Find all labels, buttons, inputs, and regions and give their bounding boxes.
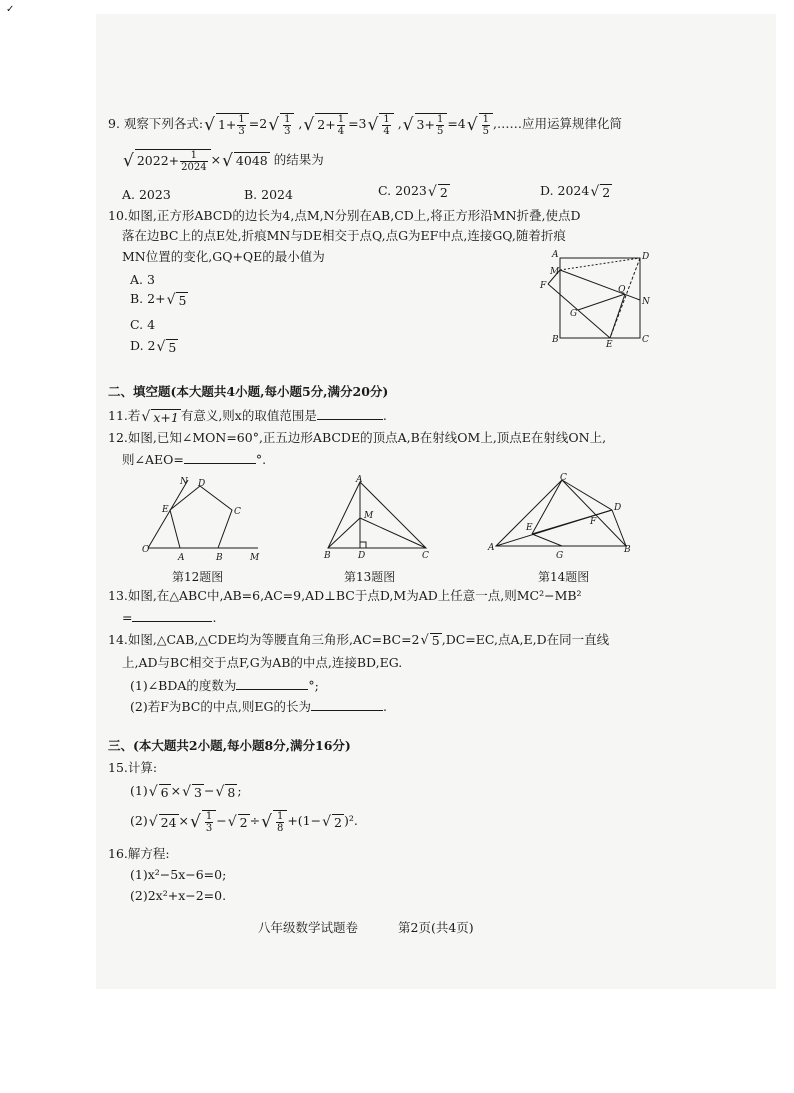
q12-figure: [140, 474, 270, 564]
line-eg: [532, 534, 562, 546]
q15-sub1-end: ;: [237, 783, 242, 798]
q10-number: 10.: [108, 208, 128, 223]
frac-den: 8: [276, 822, 284, 834]
q9-line2-root: [135, 149, 211, 173]
label-f: F: [590, 517, 597, 527]
label-b: B: [324, 551, 331, 561]
q12-line2-post: °.: [255, 452, 267, 467]
q14-line2: 上,AD与BC相交于点F,G为AB的中点,连接BD,EG.: [122, 655, 403, 670]
q10-line1: [108, 208, 581, 224]
label-e: E: [162, 505, 169, 515]
line-bd: [612, 510, 626, 546]
sqrt-sign: √: [148, 783, 158, 800]
q15-sub2-f1-root: [202, 810, 216, 834]
frac-num: 1: [205, 810, 213, 822]
label-a: A: [552, 250, 559, 260]
q10-option-b: [130, 291, 188, 308]
label-c: C: [234, 507, 241, 517]
label-n: N: [642, 297, 650, 307]
q9-expr3-frac: [436, 114, 444, 137]
q9-expr1-rhs-frac: [283, 114, 291, 137]
q9-option-c-text: C. 2023: [378, 183, 427, 198]
q10-option-d-root: 5: [168, 339, 177, 355]
q14-figure: [486, 472, 636, 564]
times-sign: ×: [170, 783, 182, 798]
q14-sub2: [130, 698, 387, 715]
q13-figure: [318, 474, 438, 564]
q9-expr2-rhs: =3: [348, 116, 367, 131]
q11-answer-blank[interactable]: [317, 407, 383, 420]
q14-sub1-pre: (1)∠BDA的度数为: [130, 678, 237, 693]
q9-tail: ,……应用运算规律化简: [492, 116, 622, 131]
q14-number: 14.: [108, 632, 128, 647]
frac-num: 1: [276, 810, 284, 822]
frac-den: 2024: [181, 161, 207, 173]
frac-den: 5: [436, 125, 444, 137]
sqrt-sign: √: [427, 183, 437, 200]
sqrt-sign: √: [156, 338, 166, 355]
q10-option-a: A. 3: [130, 272, 155, 287]
q13-line1-text: 如图,在△ABC中,AB=6,AC=9,AD⊥BC于点D,M为AD上任意一点,则MC²−MB²: [127, 588, 582, 603]
frac-den: 3: [238, 125, 245, 137]
label-d: D: [198, 479, 206, 489]
q9-line2-frac: [180, 150, 207, 173]
q10-figure: [530, 248, 660, 348]
q9-expr2: [315, 113, 348, 137]
q14-line1-post: ,DC=EC,点A,E,D在同一直线: [441, 632, 610, 647]
triangle-cab: [496, 480, 626, 546]
frac-num: 1: [436, 113, 444, 125]
label-c: C: [560, 473, 567, 483]
q9-expr3-rhs-root: [479, 113, 493, 137]
q13-line2-post: .: [212, 610, 217, 625]
sqrt-sign: √: [182, 783, 191, 800]
square-abcd: [560, 258, 640, 338]
q15-sub2-r2: 2: [239, 814, 248, 830]
label-e: E: [526, 523, 533, 533]
q15-sub2: [130, 806, 358, 837]
fold-line-fe: [548, 284, 610, 338]
q13-answer-blank[interactable]: [132, 609, 212, 622]
sqrt-sign: √: [268, 114, 280, 135]
label-a: A: [356, 475, 363, 485]
label-n: N: [180, 477, 188, 487]
q14-line1-pre: 如图,△CAB,△CDE均为等腰直角三角形,AC=BC=2: [127, 632, 420, 647]
line-ed: [532, 510, 612, 534]
q14-sub1-blank[interactable]: [236, 677, 308, 690]
section3-title: 三、(本大题共2小题,每小题8分,满分16分): [108, 738, 351, 753]
label-f: F: [540, 281, 547, 291]
q13-line1: [108, 588, 582, 604]
footer-page: 第2页(共4页): [398, 920, 474, 935]
q9-expr2-int: 2+: [317, 116, 336, 132]
q9-line2-root2: 4048: [235, 153, 268, 168]
frac-den: 3: [205, 822, 213, 834]
q9-expr1-rhs-root: [280, 113, 294, 137]
sqrt-sign: √: [590, 183, 600, 200]
frac-num: 1: [383, 113, 390, 125]
q9-line1: 9. 观察下列各式:√ 1+ $\frac{1}{3}$ =2√ $\frac{1}{3}$ ,√ 2+ $\frac{1}{4}$ =3√ $\frac{1}{4}$ ,√ 3+ $\frac{1}{5}$ =4√ $\frac{1}{5}$ ,……应用运算规律化简: [108, 113, 622, 137]
q15-sub1-r2: 3: [194, 784, 202, 800]
q14-line1: [108, 632, 609, 649]
q15-sub1-r1: 6: [160, 784, 169, 800]
q15-sub2-r1: 24: [160, 814, 177, 830]
q9-expr1: [216, 113, 249, 137]
sqrt-sign: √: [123, 150, 134, 171]
q9-expr2-rhs-root: [379, 113, 393, 137]
q15-lead-text: 计算:: [127, 760, 158, 775]
frac-den: 4: [337, 125, 345, 137]
q16-sub1: (1)x²−5x−6=0;: [130, 867, 227, 882]
q16-sub2: (2)2x²+x−2=0.: [130, 888, 227, 903]
label-a: A: [178, 553, 185, 563]
sqrt-sign: √: [466, 114, 478, 135]
sqrt-sign: √: [402, 114, 414, 135]
label-g: G: [570, 309, 578, 319]
q9-line2: [122, 146, 324, 175]
triangle-abc: [328, 482, 426, 548]
q15-number: 15.: [108, 760, 128, 775]
frac-den: 5: [482, 125, 489, 137]
corner-mark: ✓: [6, 4, 15, 15]
label-d: D: [358, 551, 366, 561]
label-b: B: [216, 553, 223, 563]
q9-lead: 观察下列各式:: [123, 116, 204, 131]
label-g: G: [556, 551, 564, 561]
q14-sub2-post: .: [382, 699, 387, 714]
dashed-md: [560, 258, 640, 270]
q9-option-d-root: 2: [602, 184, 611, 200]
sqrt-sign: √: [227, 813, 237, 830]
label-a: A: [488, 543, 495, 553]
q15-sub2-label: (2): [130, 813, 148, 828]
q14-sub1-post: °;: [308, 678, 319, 693]
label-e: E: [606, 340, 613, 348]
sqrt-sign: √: [303, 114, 315, 135]
sqrt-sign: √: [261, 811, 272, 832]
q13-line2-pre: =: [122, 610, 133, 625]
sqrt-sign: √: [204, 114, 215, 135]
label-m: M: [550, 267, 560, 277]
q10-option-b-root: 5: [178, 292, 187, 308]
sqrt-sign: √: [148, 813, 158, 830]
label-o: O: [142, 545, 150, 555]
q15-sub2-end: )².: [343, 813, 358, 828]
q15-sub1-label: (1): [130, 783, 148, 798]
footer-title: 八年级数学试题卷: [258, 920, 359, 935]
q9-expr3: [415, 113, 448, 137]
q12-line1: [108, 430, 606, 446]
q9-expr2-rhs-frac: [382, 114, 390, 137]
q12-line2: [122, 451, 266, 468]
q9-line2-tail: 的结果为: [273, 152, 324, 167]
sqrt-sign: √: [190, 811, 201, 832]
q15-sub2-f1: [205, 811, 213, 834]
label-c: C: [422, 551, 429, 561]
frac-den: 3: [284, 125, 291, 137]
q9-option-d: [540, 183, 612, 200]
label-m: M: [364, 511, 374, 521]
sqrt-sign: √: [420, 632, 429, 648]
q16-lead: [108, 846, 170, 862]
frac-num: 1: [284, 113, 291, 125]
q9-expr1-int: 1+: [217, 116, 237, 132]
q9-expr3-rhs-frac: [482, 114, 490, 137]
q13-line2: [122, 609, 216, 626]
q14-sub1: [130, 677, 319, 694]
q10-line1-text: 如图,正方形ABCD的边长为4,点M,N分别在AB,CD上,将正方形沿MN折叠,使点D: [127, 208, 581, 223]
q14-caption: 第14题图: [538, 570, 590, 584]
q13-number: 13.: [108, 588, 128, 603]
q15-lead: [108, 760, 157, 776]
q11-number: 11.: [108, 408, 128, 423]
q10-option-d-text: D. 2: [130, 338, 156, 353]
times-sign: ×: [210, 152, 222, 167]
q15-sub2-f2: [276, 811, 284, 834]
line-mc: [360, 518, 426, 548]
label-b: B: [624, 545, 631, 555]
q9-option-a: A. 2023: [122, 187, 171, 202]
q15-sub2-plus: +(1−: [287, 813, 322, 828]
label-d: D: [614, 503, 622, 513]
q15-sub1: [130, 781, 242, 802]
frac-num: 1: [180, 150, 207, 162]
q11-end: .: [382, 408, 387, 423]
q15-sub2-r3: 2: [334, 814, 342, 830]
div-sign: ÷: [249, 813, 261, 828]
frac-den: 4: [383, 125, 390, 137]
line-gq: [578, 294, 625, 310]
q9-option-d-text: D. 2024: [540, 183, 590, 198]
q12-answer-blank[interactable]: [184, 451, 256, 464]
q16-number: 16.: [108, 846, 128, 861]
q9-expr1-rhs: =2: [248, 116, 268, 131]
q9-option-c-root: 2: [439, 184, 448, 200]
q10-line2: 落在边BC上的点E处,折痕MN与DE相交于点Q,点G为EF中点,连接GQ,随着折痕: [122, 228, 566, 243]
q11-post: 有意义,则x的取值范围是: [180, 408, 317, 423]
label-m: M: [250, 553, 260, 563]
frac-num: 1: [337, 113, 345, 125]
sqrt-sign: √: [141, 408, 151, 425]
minus-sign: −: [216, 813, 227, 828]
q9-option-c: [378, 183, 450, 200]
q10-option-d: [130, 338, 178, 355]
frac-num: 1: [238, 113, 245, 125]
label-b: B: [552, 335, 559, 345]
label-c: C: [642, 335, 649, 345]
q9-expr3-int: 3+: [416, 116, 435, 132]
q10-option-b-text: B. 2+: [130, 291, 166, 306]
q12-caption: 第12题图: [172, 570, 224, 584]
q13-caption: 第13题图: [344, 570, 396, 584]
q11-line: [108, 406, 387, 427]
label-q: Q: [618, 285, 626, 295]
sqrt-sign: √: [367, 114, 379, 135]
line-qe: [610, 294, 625, 338]
sqrt-sign: √: [215, 783, 225, 800]
q12-line2-pre: 则∠AEO=: [122, 452, 184, 467]
q10-option-c: C. 4: [130, 317, 156, 332]
sqrt-sign: √: [222, 150, 233, 171]
q14-sub2-pre: (2)若F为BC的中点,则EG的长为: [130, 699, 311, 714]
q15-sub1-r3: 8: [227, 784, 236, 800]
sqrt-sign: √: [322, 813, 332, 830]
q9-expr1-frac: [237, 114, 245, 137]
q12-number: 12.: [108, 430, 128, 445]
q11-root: x+1: [153, 409, 179, 425]
right-angle-mark: [360, 542, 366, 548]
sqrt-sign: √: [166, 291, 176, 308]
frac-num: 1: [482, 113, 489, 125]
q9-option-b: B. 2024: [244, 187, 293, 202]
q9-expr3-rhs: =4: [447, 116, 466, 131]
q10-line3: MN位置的变化,GQ+QE的最小值为: [122, 249, 325, 264]
line-mb: [328, 518, 360, 548]
q9-expr2-frac: [337, 114, 345, 137]
q9-number: 9.: [108, 116, 120, 131]
minus-sign: −: [203, 783, 215, 798]
q15-sub2-f2-root: [273, 810, 287, 834]
times-sign: ×: [178, 813, 190, 828]
q11-pre: 若: [127, 408, 141, 423]
q12-line1-text: 如图,已知∠MON=60°,正五边形ABCDE的顶点A,B在射线OM上,顶点E在射线ON上,: [127, 430, 607, 445]
q14-line1-root: 5: [431, 633, 440, 648]
q16-lead-text: 解方程:: [127, 846, 170, 861]
q14-sub2-blank[interactable]: [311, 698, 383, 711]
q9-line2-int: 2022+: [136, 152, 180, 168]
label-d: D: [642, 252, 650, 262]
section2-title: 二、填空题(本大题共4小题,每小题5分,满分20分): [108, 384, 389, 399]
